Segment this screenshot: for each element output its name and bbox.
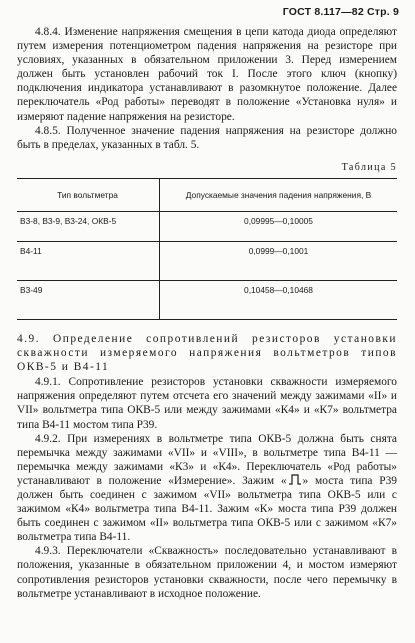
table-caption: Таблица 5 [341,161,397,173]
paragraph-4-8-5: 4.8.5. Полученное значение падения напряжения на резисторе должно быть в пределах, указанных в табл. 5. [17,124,397,151]
page-header: ГОСТ 8.117—82 Стр. 9 [282,6,399,18]
pulse-symbol-icon [289,474,301,485]
table-header-row [17,178,397,211]
table-row [17,241,397,280]
table-header-allowed-values: Допускаемые значения падения напряжения, В [160,178,398,211]
paragraph-4-9-2 [17,432,397,545]
table-cell-type: В4-11 [17,241,160,280]
table-cell-range: 0,0999—0,1001 [160,241,398,280]
paragraph-4-8-4: 4.8.4. Изменение напряжения смещения в цепи катода диода определяют путем измерения потенциометром падения напряжения на резисторе при условиях, указанных в обязательном приложении 3. Перед измерением должен быть установлен рабочий ток I. После этого ключ (кнопку) подключения индикатора устанавливают в разомкнутое положение. Далее переключатель «Род работы» переводят в положение «Установка нуля» и измеряют падение напряжения на резисторе. [17,26,397,123]
table-cell-range: 0,09995—0,10005 [160,211,398,241]
table-cell-type: В3-49 [17,280,160,319]
paragraph-4-9-1: 4.9.1. Сопротивление резисторов установки скважности измеряемого напряжения определяют путем отсчета его значений между зажимами «II» и VII» вольтметра типа ОКВ-5 или между зажимами «К4» и «К7» вольтметра типа В4-11 мостом типа Р39. [17,376,397,431]
table-header-voltmeter-type: Тип вольтметра [17,178,160,211]
table-cell-range: 0,10458—0,10468 [160,280,398,319]
paragraph-4-9-3: 4.9.3. Переключатели «Скважность» последовательно устанавливают в положения, указанные в обязательном приложении 4, и мостом измеряют сопротивления резисторов установки скважности, после чего перемычку в вольтметре устанавливают в исходное положение. [17,545,397,600]
table-row [17,280,397,319]
page-content [17,25,397,601]
paragraph-4-9-2-part-b: » моста типа Р39 должен быть соединен с зажимом «VII» вольтметра типа ОКВ-5 или с зажимом «К4» вольтметра типа В4-11. Зажим «К» моста типа Р39 должен быть соединен с зажимом «II» вольтметра типа ОКВ-5 или с зажимом «К7» вольтметра типа В4-11. [17,474,397,544]
paragraph-4-9-2-part-a: 4.9.2. При измерениях в вольтметре типа ОКВ-5 должна быть снята перемычка между зажимами «VII» и «VIII», в вольтметре типа В4-11 — перемычка между зажимами «К3» и «К4». Переключатель «Род работы» устанавливают в положение «Измерение». Зажим « [17,432,397,487]
table-row [17,211,397,241]
section-4-9-title: 4.9. Определение сопротивлений резисторов установки скважности измеряемого напряжения вольтметров типов ОКВ-5 и В4-11 [17,332,397,374]
table-5 [17,178,397,320]
table-cell-type: В3-8, В3-9, В3-24, ОКВ-5 [17,211,160,241]
